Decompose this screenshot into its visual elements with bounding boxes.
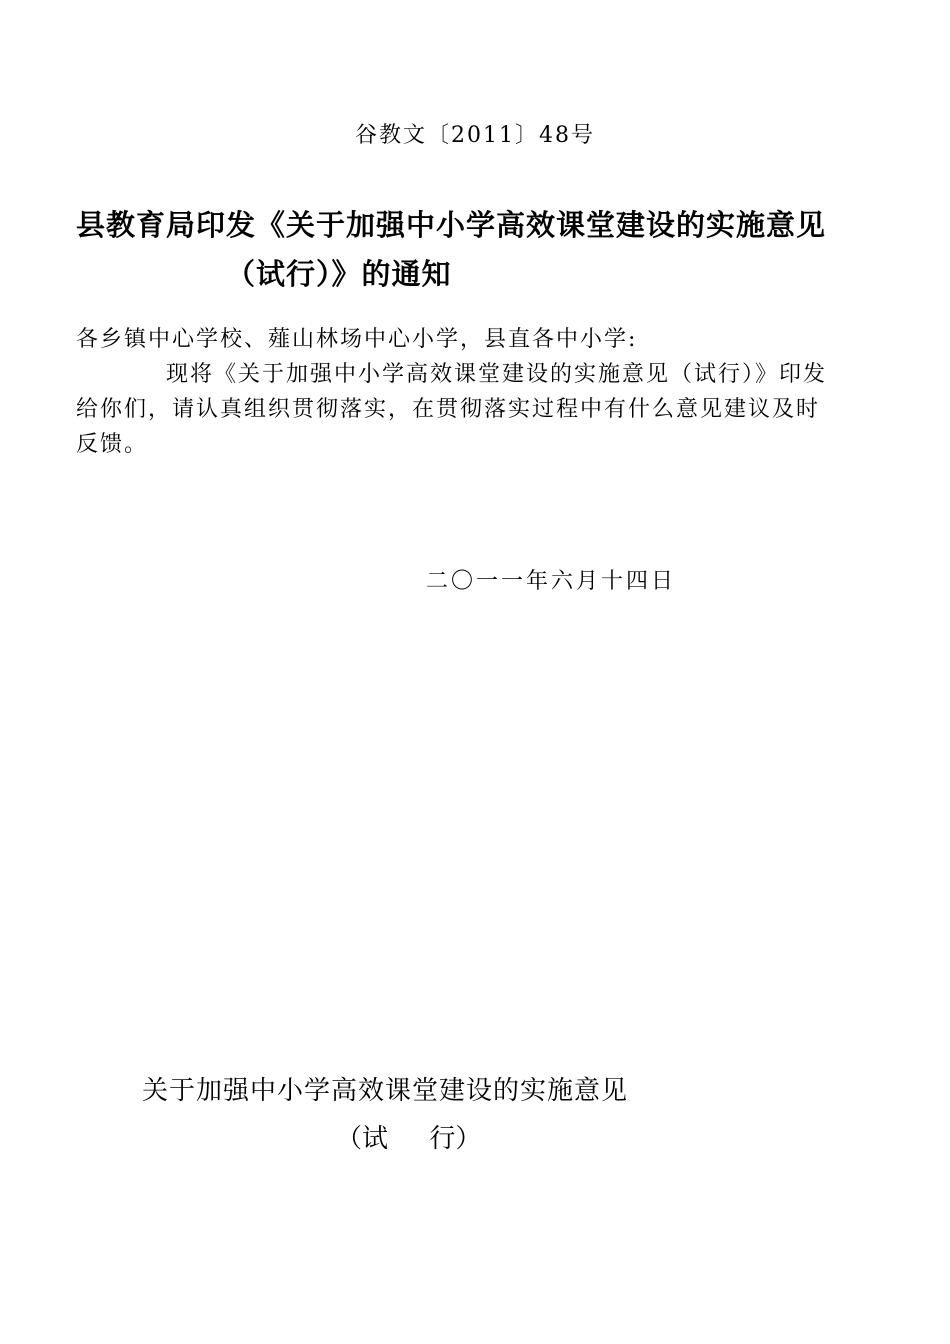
issue-date: 二〇一一年六月十四日 [426,569,677,594]
body-paragraph-line-1: 现将《关于加强中小学高效课堂建设的实施意见（试行）》印发 [166,362,828,387]
attachment-subtitle: （试 行） [336,1124,482,1154]
body-paragraph-line-3: 反馈。 [76,432,149,457]
notice-title-line-2: （试行）》的通知 [226,257,452,291]
salutation: 各乡镇中心学校、薤山林场中心小学，县直各中小学: [76,327,638,352]
notice-title-line-1: 县教育局印发《关于加强中小学高效课堂建设的实施意见 [76,208,827,242]
document-number: 谷教文〔2011〕48号 [355,123,595,148]
attachment-title: 关于加强中小学高效课堂建设的实施意见 [142,1076,629,1106]
body-paragraph-line-2: 给你们，请认真组织贯彻落实，在贯彻落实过程中有什么意见建议及时 [76,397,821,422]
